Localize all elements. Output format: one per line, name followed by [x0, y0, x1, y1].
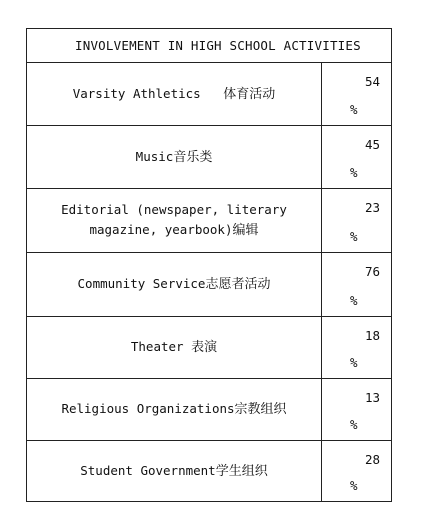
- percent-sign: %: [350, 293, 358, 308]
- percent-value: 18: [364, 328, 381, 343]
- percent-cell: [322, 317, 392, 379]
- percent-cell: [322, 189, 392, 253]
- table-title-row: [27, 29, 392, 63]
- activity-cell: [27, 317, 322, 379]
- percent-cell: [322, 441, 392, 502]
- activity-name: Music: [135, 148, 174, 164]
- percent-sign: %: [350, 102, 358, 117]
- percent-sign: %: [350, 355, 358, 370]
- table-title: INVOLVEMENT IN HIGH SCHOOL ACTIVITIES: [27, 29, 392, 63]
- percent-value: 76: [364, 264, 381, 279]
- activity-name: Religious Organizations: [61, 401, 235, 416]
- percent-value: 28: [364, 452, 381, 467]
- activity-name: Community Service: [77, 276, 206, 291]
- percent-cell: [322, 126, 392, 189]
- table-row: [27, 379, 392, 441]
- percent-sign: %: [350, 229, 358, 244]
- activity-cell: [27, 126, 322, 189]
- activity-name-zh: 宗教组织: [234, 402, 287, 417]
- activity-cell: [27, 441, 322, 502]
- activity-name-zh: 学生组织: [215, 463, 268, 479]
- activity-name-zh: 志愿者活动: [205, 277, 271, 292]
- percent-value: 13: [364, 390, 381, 405]
- percent-cell: [322, 63, 392, 126]
- table-row: [27, 317, 392, 379]
- table-row: [27, 441, 392, 502]
- table-row: [27, 63, 392, 126]
- activities-table: [26, 28, 392, 502]
- table-row: [27, 253, 392, 317]
- activity-cell: [27, 189, 322, 253]
- activity-name: Varsity Athletics: [72, 85, 201, 101]
- percent-cell: [322, 379, 392, 441]
- activity-name-zh: 编辑: [232, 223, 259, 238]
- percent-cell: [322, 253, 392, 317]
- activity-cell: [27, 63, 322, 126]
- percent-sign: %: [350, 165, 358, 180]
- percent-sign: %: [350, 478, 358, 493]
- activity-name: Theater: [130, 339, 184, 354]
- activity-name-zh: 体育活动: [223, 86, 276, 102]
- percent-value: 45: [364, 137, 381, 152]
- activity-name: Student Government: [80, 462, 216, 478]
- table-row: [27, 189, 392, 253]
- activity-name-zh: 音乐类: [173, 149, 213, 165]
- activity-name-zh: 表演: [191, 340, 218, 355]
- percent-sign: %: [350, 417, 358, 432]
- activity-cell: [27, 253, 322, 317]
- percent-value: 23: [364, 200, 381, 215]
- activity-name: Editorial (newspaper, literary magazine, yearbook): [61, 202, 287, 237]
- table-row: [27, 126, 392, 189]
- activity-cell: [27, 379, 322, 441]
- percent-value: 54: [364, 74, 381, 89]
